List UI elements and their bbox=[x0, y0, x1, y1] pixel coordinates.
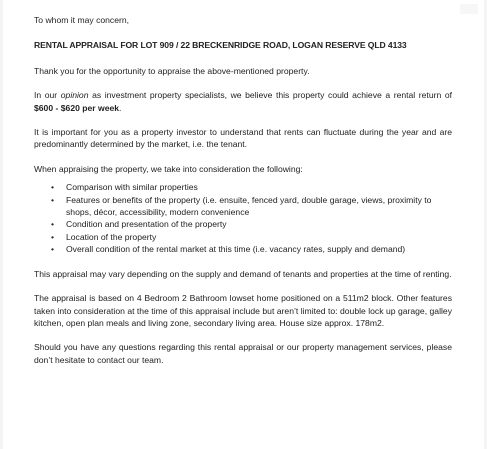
consideration-list bbox=[34, 181, 452, 255]
rental-amount: $600 - $620 per week bbox=[34, 102, 120, 113]
list-item bbox=[34, 218, 452, 230]
opinion-paragraph bbox=[34, 89, 452, 114]
list-item-text: Condition and presentation of the property bbox=[66, 219, 227, 230]
list-item-text: Overall condition of the rental market at this time (i.e. vacancy rates, supply and demand) bbox=[66, 244, 406, 255]
letter-heading: RENTAL APPRAISAL FOR LOT 909 / 22 BRECKENRIDGE ROAD, LOGAN RESERVE QLD 4133 bbox=[34, 40, 407, 51]
list-item-text: Location of the property bbox=[66, 231, 157, 242]
bullet-icon: • bbox=[51, 231, 55, 242]
list-item bbox=[34, 194, 452, 219]
list-item-text: Comparison with similar properties bbox=[66, 182, 198, 193]
list-item bbox=[34, 181, 452, 193]
list-item bbox=[34, 243, 452, 255]
thanks-paragraph: Thank you for the opportunity to appraise the above-mentioned property. bbox=[34, 65, 310, 76]
list-item bbox=[34, 231, 452, 243]
consideration-intro: When appraising the property, we take into consideration the following: bbox=[34, 163, 303, 174]
list-item-text: Features or benefits of the property (i.e. ensuite, fenced yard, double garage, views, proximity to shops, décor, accessibility, modern convenience bbox=[66, 194, 432, 218]
opinion-text-end: . bbox=[119, 102, 122, 113]
opinion-text-start: In our bbox=[34, 90, 61, 101]
closing-paragraph: Should you have any questions regarding this rental appraisal or our property management services, please don’t hesitate to contact our team. bbox=[34, 342, 452, 365]
opinion-emphasis: opinion bbox=[60, 90, 89, 101]
bullet-icon: • bbox=[51, 182, 55, 193]
bullet-icon: • bbox=[51, 244, 55, 255]
bullet-icon: • bbox=[51, 219, 55, 230]
opinion-text-middle: as investment property specialists, we believe this property could achieve a rental return of bbox=[88, 90, 452, 101]
letter-page bbox=[3, 0, 484, 449]
page-corner-shade bbox=[460, 4, 478, 14]
supply-demand-paragraph: This appraisal may vary depending on the supply and demand of tenants and properties at the time of renting. bbox=[34, 268, 452, 279]
salutation: To whom it may concern, bbox=[34, 15, 130, 25]
bullet-icon: • bbox=[51, 194, 55, 205]
fluctuation-paragraph: It is important for you as a property investor to understand that rents can fluctuate during the year and are predominantly determined by the market, i.e. the tenant. bbox=[34, 127, 452, 150]
appraisal-basis-paragraph: The appraisal is based on 4 Bedroom 2 Bathroom lowset home positioned on a 511m2 block. Other features taken into consideration at the time of this appraisal include but aren’t limited to: double lock up garage, galley kitchen, open plan meals and living zone, secondary living area. House size approx. 178m2. bbox=[34, 293, 452, 328]
